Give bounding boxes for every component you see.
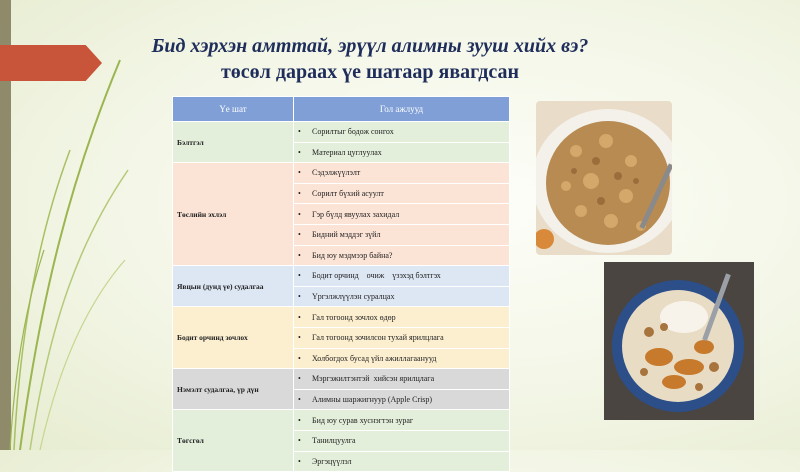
task-cell	[294, 430, 510, 451]
bullet-icon: •	[298, 271, 301, 281]
bullet-icon: •	[298, 395, 301, 405]
task-text: Бид юу сурав хуснэгтэн зураг	[312, 415, 414, 425]
stage-cell: Төслийн эхлэл	[173, 163, 294, 266]
bullet-icon: •	[298, 333, 301, 343]
stage-cell: Нэмэлт судалгаа, үр дүн	[173, 369, 294, 410]
bullet-icon: •	[298, 456, 301, 466]
bullet-icon: •	[298, 147, 301, 157]
bullet-icon: •	[298, 415, 301, 425]
task-text: Сорилтыг бодож сонгох	[312, 127, 394, 137]
task-text: Үргэлжлүүлэн суралцах	[312, 292, 395, 302]
bullet-icon: •	[298, 230, 301, 240]
task-text: Бид юу мэдмээр байна?	[312, 250, 393, 260]
task-text: Бодит орчинд очиж үзэхэд бэлтгэх	[312, 271, 441, 281]
bullet-icon: •	[298, 436, 301, 446]
task-text: Материал цуглуулах	[312, 147, 382, 157]
bullet-icon: •	[298, 374, 301, 384]
bullet-icon: •	[298, 168, 301, 178]
table-header-row	[173, 97, 510, 122]
table-row	[173, 410, 510, 431]
stage-cell: Бодит орчинд зочлох	[173, 307, 294, 369]
task-text: Мэргэжилтэнтэй хийсэн ярилцлага	[312, 374, 435, 384]
bullet-icon: •	[298, 312, 301, 322]
task-cell	[294, 286, 510, 307]
task-cell	[294, 307, 510, 328]
task-text: Танилцуулга	[312, 436, 356, 446]
task-text: Холбогдох бусад үйл ажиллагаанууд	[312, 353, 437, 363]
bullet-icon: •	[298, 189, 301, 199]
bullet-icon: •	[298, 353, 301, 363]
stage-cell: Төгсгөл	[173, 410, 294, 472]
header-stage: Үе шат	[173, 97, 294, 122]
table-row	[173, 369, 510, 390]
title-line-1: Бид хэрхэн амттай, эрүүл алимны зууш хийх вэ?	[151, 35, 589, 57]
apple-crisp-bowl-photo	[604, 262, 754, 420]
task-text: Бидний мэддэг зүйл	[312, 230, 381, 240]
task-text: Гал тогоонд зочлох өдөр	[312, 312, 396, 322]
task-cell	[294, 142, 510, 163]
bullet-icon: •	[298, 209, 301, 219]
bullet-icon: •	[298, 292, 301, 302]
slide-title	[110, 33, 630, 85]
task-cell	[294, 348, 510, 369]
task-cell	[294, 369, 510, 390]
table-row	[173, 307, 510, 328]
task-cell	[294, 389, 510, 410]
task-text: Гал тогоонд зочилсон тухай ярилцлага	[312, 333, 444, 343]
table-row	[173, 163, 510, 184]
task-cell	[294, 224, 510, 245]
task-text: Сорилт бүхий асуулт	[312, 189, 384, 199]
task-cell	[294, 122, 510, 143]
stage-cell: Бэлтгэл	[173, 122, 294, 163]
bullet-icon: •	[298, 127, 301, 137]
task-text: Гэр бүлд явуулах захидал	[312, 209, 400, 219]
title-line-2: төсөл дараах үе шатаар явагдсан	[220, 61, 520, 83]
task-cell	[294, 266, 510, 287]
task-text: Алимны шаржигнуур (Apple Crisp)	[312, 395, 433, 405]
task-cell	[294, 451, 510, 472]
project-stages-table	[172, 96, 510, 472]
task-text: Сэдэлжүүлэлт	[312, 168, 361, 178]
task-text: Эргэцүүлэл	[312, 456, 352, 466]
table-row	[173, 266, 510, 287]
header-tasks: Гол ажлууд	[294, 97, 510, 122]
task-cell	[294, 163, 510, 184]
task-cell	[294, 327, 510, 348]
stage-cell: Явцын (дунд үе) судалгаа	[173, 266, 294, 307]
apple-crisp-dish-photo	[536, 101, 672, 255]
task-cell	[294, 204, 510, 225]
task-cell	[294, 410, 510, 431]
bullet-icon: •	[298, 250, 301, 260]
task-cell	[294, 183, 510, 204]
task-cell	[294, 245, 510, 266]
table-row	[173, 122, 510, 143]
